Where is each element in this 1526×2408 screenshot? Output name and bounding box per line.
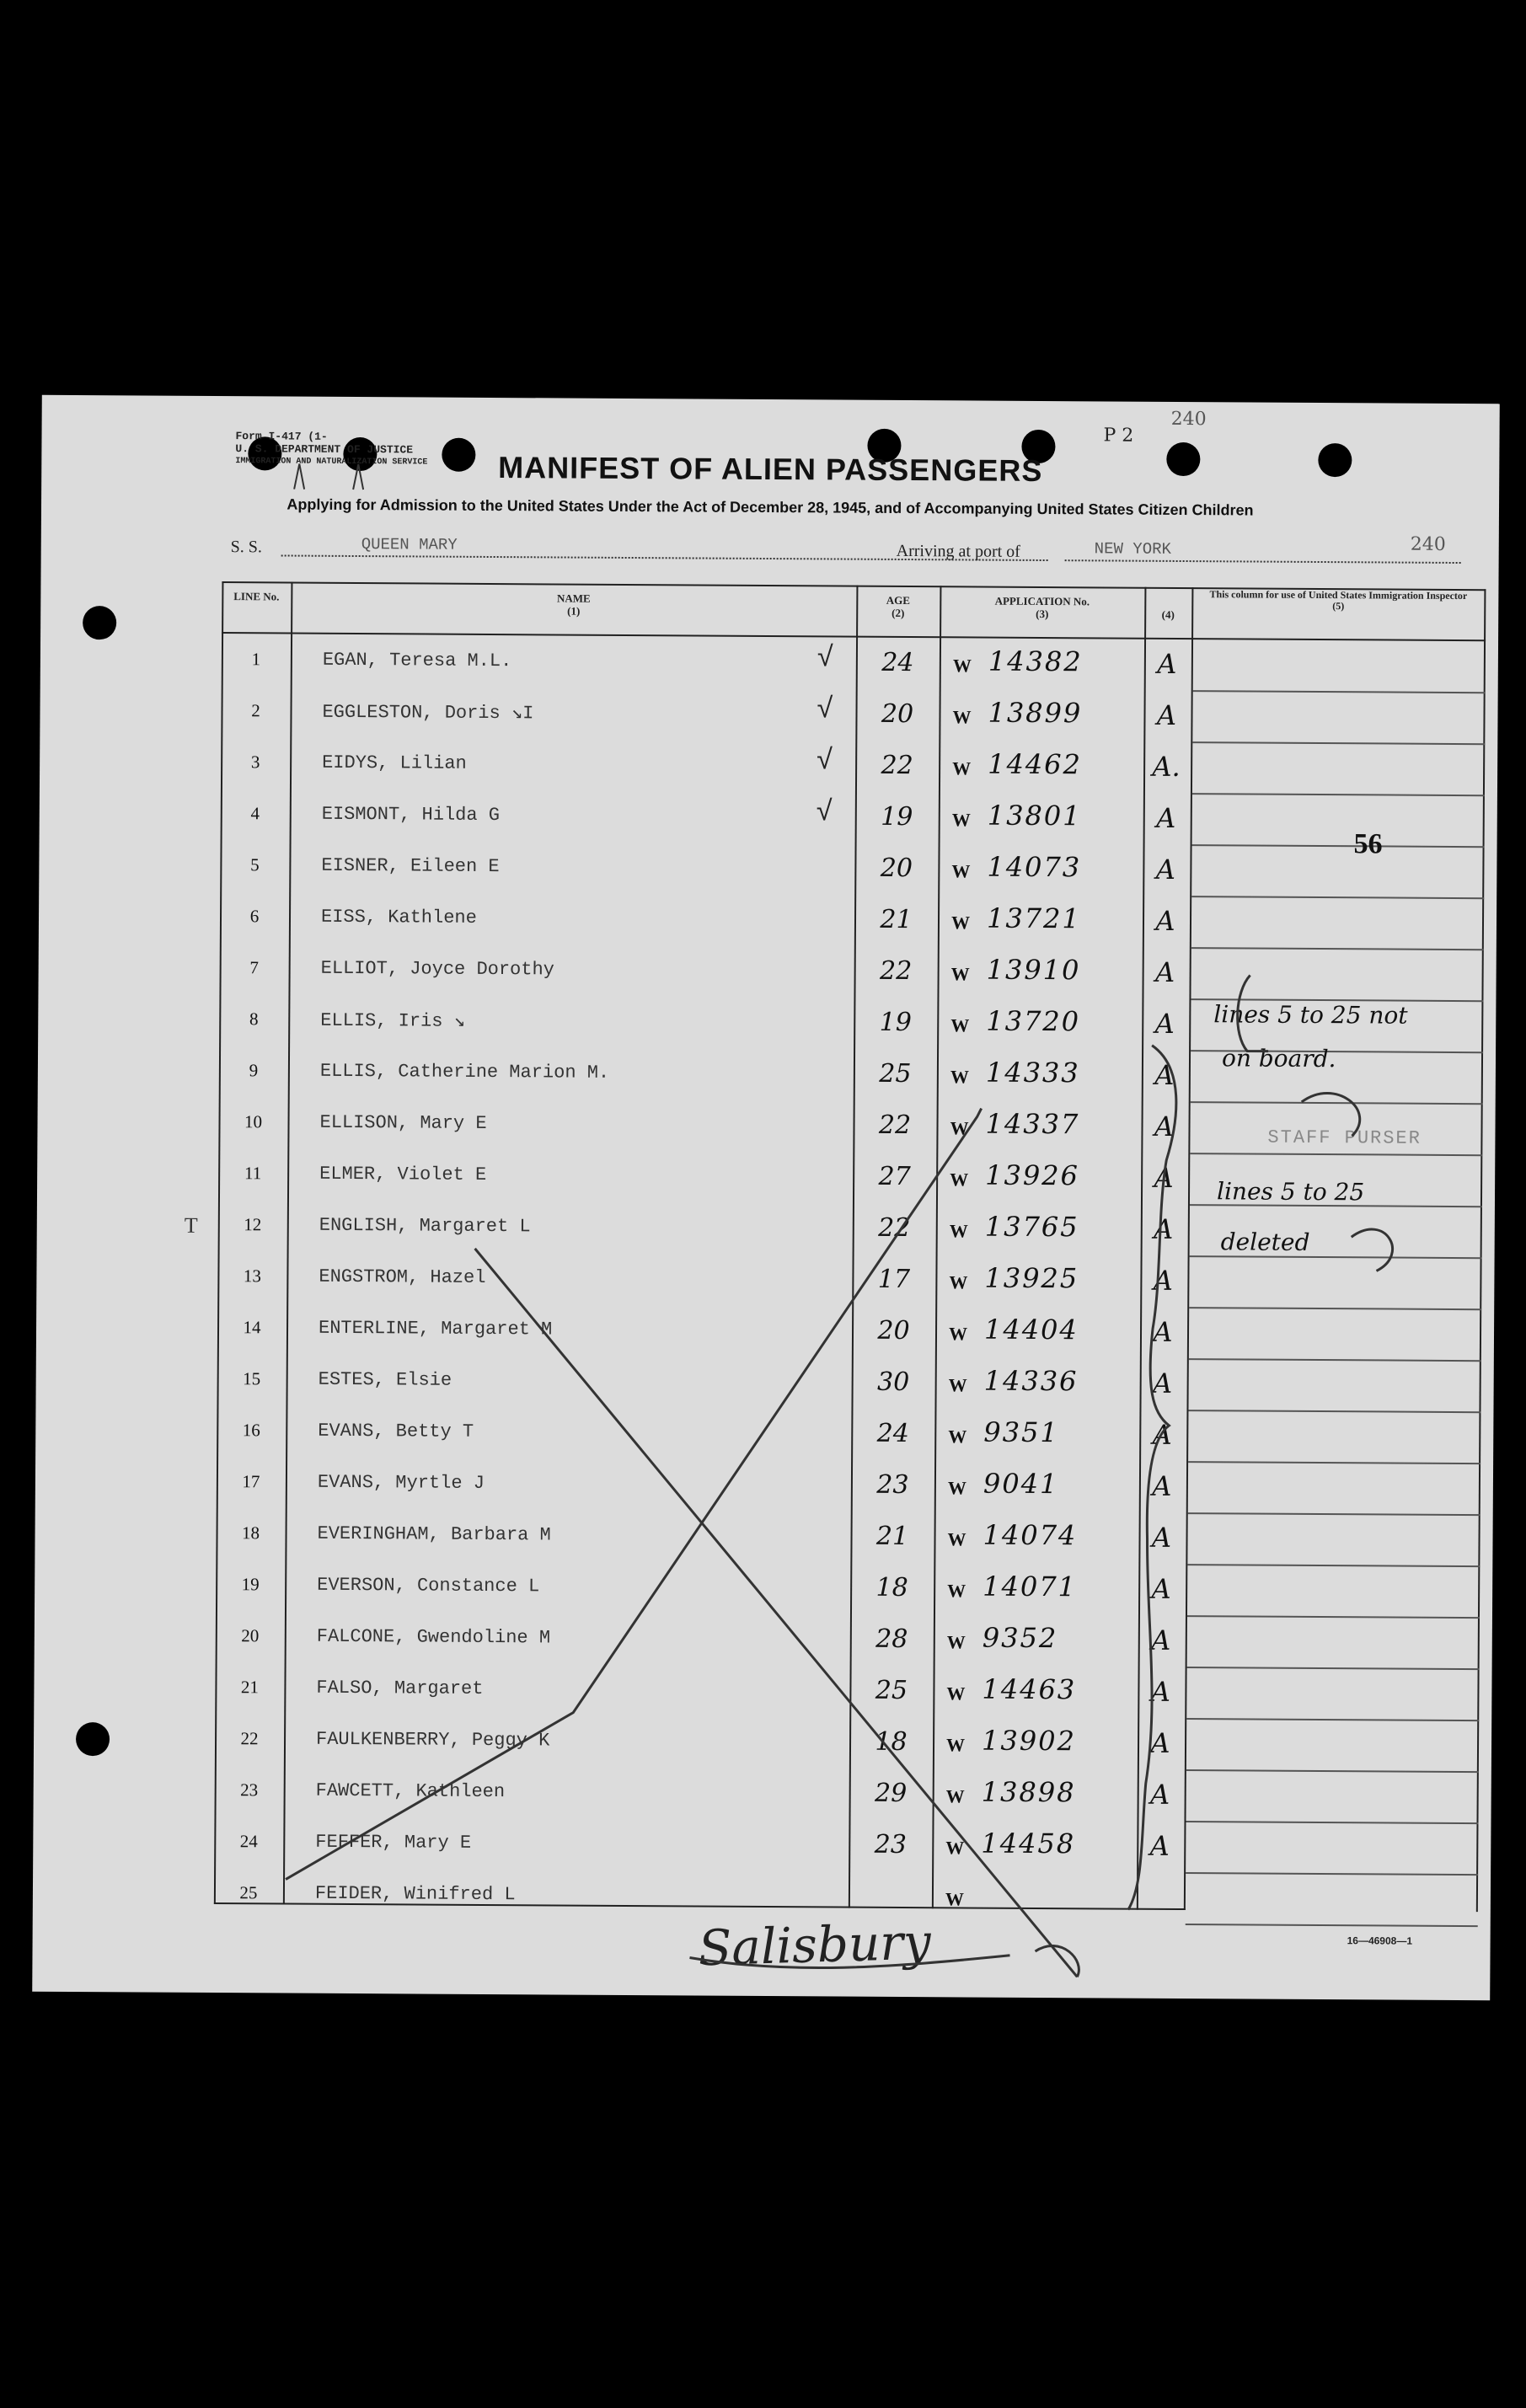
status-code: A. (1152, 750, 1181, 783)
line-number: 7 (249, 957, 259, 978)
status-code: A (1151, 1572, 1171, 1605)
passenger-age: 20 (880, 853, 913, 884)
application-number: 13898 (981, 1775, 1076, 1809)
application-number: 14073 (987, 850, 1082, 884)
passenger-name: EVERINGHAM, Barbara M (317, 1522, 551, 1546)
application-prefix: W (950, 1014, 970, 1036)
application-prefix: W (947, 1580, 966, 1602)
table-row (216, 1610, 1480, 1669)
top-note: 240 (1170, 408, 1207, 431)
passenger-name: ELMER, Violet E (319, 1163, 487, 1185)
application-prefix: W (947, 1477, 966, 1499)
passenger-name: ELLIS, Catherine Marion M. (319, 1060, 610, 1084)
passenger-name: FALCONE, Gwendoline M (316, 1625, 551, 1649)
form-code: 16—46908—1 (1347, 1934, 1413, 1947)
inspector-header-label: This column for use of United States Immigration Inspector (1209, 588, 1468, 602)
inspector-rule (1186, 1924, 1478, 1927)
status-code: A (1154, 1007, 1175, 1040)
age-header-number: (2) (892, 606, 905, 619)
ship-row (230, 535, 1461, 570)
passenger-name: EISNER, Eileen E (321, 854, 500, 878)
table-row (215, 1713, 1479, 1772)
col-app-header (940, 594, 1144, 620)
table-row (219, 942, 1483, 1001)
passenger-age: 23 (874, 1829, 908, 1860)
status-code: A (1149, 1829, 1170, 1862)
passenger-name: ELLIOT, Joyce Dorothy (320, 957, 554, 981)
check-mark: √ (817, 692, 833, 725)
name-header-number: (1) (567, 604, 581, 618)
inspector-header-number: (5) (1332, 600, 1345, 613)
col-4-header: (4) (1161, 607, 1175, 621)
passenger-name: ENGSTROM, Hazel (319, 1266, 486, 1288)
application-prefix: W (948, 1323, 968, 1345)
passenger-name: FEFFER, Mary E (315, 1831, 472, 1854)
table-row (216, 1507, 1480, 1566)
table-row (215, 1764, 1479, 1823)
passenger-age: 29 (874, 1778, 908, 1809)
status-code: A (1155, 904, 1175, 937)
line-number: 9 (249, 1060, 259, 1081)
table-row (221, 685, 1485, 744)
application-number: 13925 (984, 1261, 1079, 1295)
passenger-name: ESTES, Elsie (318, 1368, 452, 1391)
line-number: 12 (244, 1214, 262, 1235)
line-number: 13 (243, 1266, 261, 1287)
application-number: 13720 (986, 1004, 1081, 1038)
handwritten-note-line1: lines 5 to 25 not (1213, 1000, 1408, 1030)
passenger-age: 20 (877, 1315, 910, 1346)
table-row (220, 891, 1484, 950)
passenger-age: 18 (875, 1572, 908, 1603)
application-number: 14336 (983, 1364, 1079, 1398)
status-code: A (1154, 1161, 1174, 1194)
application-prefix: W (950, 912, 971, 934)
passenger-age: 18 (875, 1726, 908, 1758)
col-name-header (291, 591, 856, 619)
passenger-name: FAULKENBERRY, Peggy K (315, 1728, 550, 1752)
port-line (1065, 559, 1461, 564)
application-prefix: W (950, 1117, 969, 1139)
passenger-age: 27 (878, 1161, 911, 1192)
passenger-name: ENGLISH, Margaret L (319, 1214, 531, 1238)
table-row (220, 839, 1484, 898)
page-subtitle: Applying for Admission to the United States Under the Act of December 28, 1945, and of Accompanying United States Citizen Children (286, 495, 1254, 519)
table-row (215, 1662, 1479, 1720)
passenger-age: 20 (881, 698, 914, 730)
port-name: NEW YORK (1094, 539, 1171, 559)
application-prefix: W (950, 1169, 969, 1191)
application-prefix: W (949, 1220, 968, 1242)
status-code: A (1150, 1778, 1170, 1811)
application-prefix: W (945, 1888, 964, 1910)
application-prefix: W (950, 963, 970, 985)
application-number: 13902 (981, 1724, 1076, 1758)
handwritten-note-line2: on board. (1221, 1044, 1336, 1073)
passenger-age: 28 (875, 1624, 908, 1655)
application-prefix: W (952, 757, 972, 779)
handwritten-note-line4: deleted (1220, 1228, 1310, 1256)
handwritten-note-line3: lines 5 to 25 (1216, 1177, 1365, 1207)
status-code: A (1150, 1675, 1171, 1708)
application-number: 13910 (986, 953, 1081, 987)
page-title: MANIFEST OF ALIEN PASSENGERS (498, 450, 1043, 488)
application-prefix: W (948, 1426, 967, 1447)
department-line: U. S. DEPARTMENT OF JUSTICE (235, 442, 414, 457)
passenger-age: 22 (878, 1110, 912, 1141)
status-code: A (1152, 1367, 1173, 1399)
manifest-page (32, 395, 1500, 2001)
purser-stamp: STAFF PURSER (1267, 1126, 1422, 1149)
application-number: 14333 (985, 1056, 1080, 1089)
status-code: A (1153, 1315, 1173, 1348)
check-mark: √ (816, 795, 833, 827)
line-number: 10 (244, 1111, 263, 1132)
application-prefix: W (950, 1066, 969, 1088)
status-code: A (1155, 853, 1176, 886)
application-prefix: W (949, 1271, 968, 1293)
status-code: A (1154, 1212, 1174, 1245)
form-number-line: Form I-417 (1- (235, 430, 328, 443)
table-row (217, 1250, 1481, 1309)
passenger-age: 19 (879, 1007, 912, 1038)
passenger-age: 19 (881, 801, 913, 832)
line-number: 24 (239, 1831, 258, 1852)
passenger-name: ELLIS, Iris ↘ (320, 1009, 466, 1032)
application-number: 13801 (987, 799, 1082, 832)
application-prefix: W (948, 1374, 967, 1396)
status-code: A (1157, 647, 1177, 680)
passenger-name: EVANS, Myrtle J (317, 1471, 485, 1494)
passenger-name: FAWCETT, Kathleen (315, 1779, 506, 1803)
passenger-age: 22 (879, 955, 913, 987)
table-row (217, 1456, 1480, 1515)
check-mark: √ (817, 743, 833, 776)
passenger-name: EISMONT, Hilda G (321, 803, 501, 827)
application-number: 14074 (983, 1518, 1078, 1552)
passenger-age: 23 (876, 1469, 909, 1501)
status-code: A (1154, 1058, 1175, 1091)
line-number: 20 (241, 1625, 260, 1646)
application-number: 13721 (986, 902, 1081, 935)
application-prefix: W (947, 1528, 966, 1550)
margin-note: 240 (1410, 533, 1446, 555)
service-line: IMMIGRATION AND NATURALIZATION SERVICE (235, 457, 428, 468)
name-header-label: NAME (556, 591, 591, 605)
punch-hole (83, 606, 116, 639)
line-number: 25 (239, 1882, 258, 1903)
passenger-age: 22 (881, 750, 913, 781)
application-number: 14463 (982, 1672, 1077, 1706)
passenger-age: 17 (877, 1264, 911, 1295)
line-number: 2 (251, 700, 260, 721)
line-number: 22 (240, 1728, 259, 1749)
margin-t-mark: T (184, 1212, 198, 1238)
application-number: 9041 (983, 1467, 1059, 1501)
passenger-age (850, 1881, 930, 1882)
application-number: 13926 (985, 1159, 1080, 1192)
application-number: 13765 (984, 1210, 1079, 1244)
passenger-count: 56 (1353, 828, 1383, 860)
line-number: 14 (243, 1317, 261, 1338)
passenger-name: ELLISON, Mary E (319, 1111, 487, 1134)
passenger-age: 21 (880, 904, 913, 935)
table-row (221, 788, 1485, 847)
table-row (216, 1559, 1480, 1618)
line-number: 21 (240, 1677, 260, 1698)
application-prefix: W (946, 1683, 966, 1704)
passenger-age: 25 (875, 1675, 908, 1706)
line-number: 1 (251, 649, 261, 670)
status-code: A (1150, 1726, 1170, 1759)
application-prefix: W (952, 655, 972, 677)
passenger-age: 24 (881, 647, 914, 678)
application-number: 14337 (985, 1107, 1080, 1141)
status-code: A (1151, 1624, 1171, 1656)
status-code: A (1152, 1469, 1172, 1502)
col-age-header (856, 594, 940, 620)
application-number: 14404 (983, 1313, 1079, 1346)
line-number: 4 (250, 803, 260, 824)
line-number: 18 (241, 1522, 260, 1544)
line-number: 8 (249, 1009, 259, 1030)
col-line-header: LINE No. (233, 590, 280, 603)
table-row (217, 1353, 1480, 1412)
passenger-name: EGAN, Teresa M.L. (322, 649, 512, 672)
ship-name: QUEEN MARY (361, 535, 458, 554)
signature: Salisbury (697, 1913, 932, 1977)
check-mark: √ (817, 640, 833, 673)
passenger-name: FALSO, Margaret (316, 1677, 484, 1699)
passenger-age: 22 (878, 1212, 911, 1244)
application-number: 14071 (983, 1570, 1078, 1603)
line-number: 15 (243, 1368, 261, 1389)
passenger-age: 30 (876, 1367, 910, 1398)
passenger-name: EVERSON, Constance L (317, 1574, 540, 1597)
ss-label: S. S. (230, 538, 263, 557)
table-row (214, 1816, 1478, 1875)
app-header-label: APPLICATION No. (994, 594, 1090, 608)
passenger-name: EIDYS, Lilian (322, 752, 467, 774)
line-number: 3 (250, 752, 260, 773)
line-number: 6 (249, 906, 260, 927)
table-row (217, 1302, 1481, 1361)
application-number: 13899 (988, 696, 1083, 730)
application-prefix: W (945, 1785, 965, 1807)
application-number: 14458 (981, 1827, 1076, 1860)
application-prefix: W (945, 1837, 965, 1859)
application-number: 14462 (988, 747, 1083, 781)
application-number: 9351 (983, 1415, 1059, 1449)
passenger-age: 24 (876, 1418, 909, 1449)
app-header-number: (3) (1036, 607, 1049, 621)
arriving-label: Arriving at port of (896, 541, 1020, 561)
table-row (221, 736, 1485, 795)
line-number: 11 (244, 1163, 262, 1184)
page-mark: P 2 (1103, 425, 1134, 447)
application-number: 9352 (982, 1621, 1058, 1655)
col-inspector-header (1199, 589, 1477, 613)
passenger-name: EVANS, Betty T (318, 1420, 474, 1442)
table-row (217, 1405, 1480, 1464)
line-number: 5 (250, 854, 260, 875)
status-code: A (1152, 1418, 1172, 1451)
passenger-name: EISS, Kathlene (320, 906, 477, 928)
passenger-name: FEIDER, Winifred L (314, 1882, 516, 1906)
passenger-name: EGGLESTON, Doris ↘I (322, 701, 534, 725)
line-number: 19 (241, 1574, 260, 1595)
status-code: A (1151, 1521, 1172, 1554)
application-number: 14382 (988, 645, 1083, 678)
table-row (222, 634, 1486, 693)
status-code: A (1156, 801, 1176, 834)
punch-hole (76, 1722, 110, 1756)
status-code: A (1154, 1110, 1175, 1142)
age-header-label: AGE (886, 593, 910, 607)
status-code: A (1156, 698, 1177, 731)
passenger-age: 21 (875, 1521, 909, 1552)
line-number: 16 (242, 1420, 260, 1441)
line-number: 23 (240, 1779, 259, 1801)
passenger-age: 25 (879, 1058, 912, 1089)
application-prefix: W (946, 1631, 966, 1653)
application-prefix: W (952, 706, 972, 728)
application-prefix: W (945, 1734, 966, 1756)
application-prefix: W (951, 860, 971, 882)
status-code: A (1153, 1264, 1174, 1297)
status-code: A (1154, 955, 1175, 988)
passenger-name: ENTERLINE, Margaret M (318, 1317, 553, 1340)
application-prefix: W (951, 809, 971, 831)
line-number: 17 (242, 1471, 260, 1492)
